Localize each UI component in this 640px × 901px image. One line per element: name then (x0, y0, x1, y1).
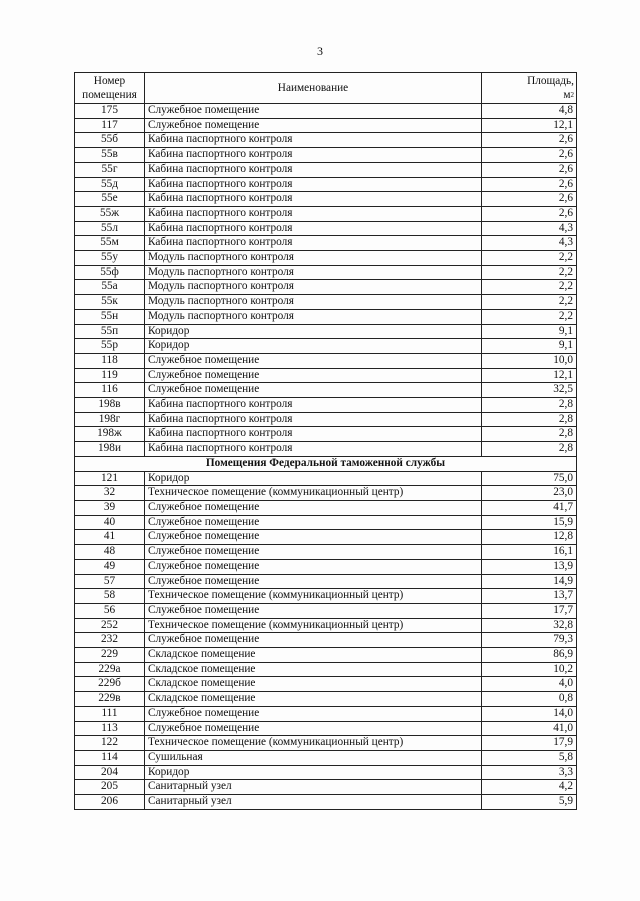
room-area-cell: 2,2 (482, 280, 577, 295)
table-row (75, 206, 577, 221)
room-name-cell: Служебное помещение (145, 515, 482, 530)
room-number-cell: 58 (75, 589, 145, 604)
room-area-cell: 4,2 (482, 780, 577, 795)
room-number-cell: 41 (75, 530, 145, 545)
table-row (75, 648, 577, 663)
room-name-cell: Кабина паспортного контроля (145, 192, 482, 207)
room-area-cell: 2,2 (482, 251, 577, 266)
room-area-cell: 9,1 (482, 339, 577, 354)
room-area-cell: 2,6 (482, 162, 577, 177)
table-row (75, 309, 577, 324)
room-number-cell: 229б (75, 677, 145, 692)
table-row (75, 559, 577, 574)
room-area-cell: 12,1 (482, 368, 577, 383)
table-row (75, 442, 577, 457)
table-row (75, 500, 577, 515)
room-name-cell: Служебное помещение (145, 545, 482, 560)
room-area-cell: 2,8 (482, 398, 577, 413)
room-name-cell: Служебное помещение (145, 603, 482, 618)
room-area-cell: 2,6 (482, 133, 577, 148)
room-number-cell: 48 (75, 545, 145, 560)
room-area-cell: 2,2 (482, 309, 577, 324)
room-name-cell: Кабина паспортного контроля (145, 148, 482, 163)
section-title: Помещения Федеральной таможенной службы (75, 456, 577, 471)
room-area-cell: 10,0 (482, 353, 577, 368)
room-name-cell: Служебное помещение (145, 633, 482, 648)
room-number-cell: 206 (75, 795, 145, 810)
room-area-cell: 12,1 (482, 118, 577, 133)
header-area (482, 73, 577, 104)
room-number-cell: 111 (75, 706, 145, 721)
room-number-cell: 229в (75, 692, 145, 707)
table-row (75, 736, 577, 751)
room-name-cell: Сушильная (145, 750, 482, 765)
table-row (75, 265, 577, 280)
room-area-cell: 2,6 (482, 206, 577, 221)
room-number-cell: 118 (75, 353, 145, 368)
table-row (75, 750, 577, 765)
table-row (75, 765, 577, 780)
room-name-cell: Служебное помещение (145, 500, 482, 515)
table-row (75, 383, 577, 398)
room-name-cell: Служебное помещение (145, 530, 482, 545)
room-area-cell: 2,8 (482, 442, 577, 457)
header-room-number-line1: Номер (93, 75, 126, 87)
header-room-number (75, 73, 145, 104)
table-row (75, 133, 577, 148)
header-area-line1: Площадь, (527, 75, 574, 87)
room-number-cell: 55ж (75, 206, 145, 221)
table-row (75, 633, 577, 648)
room-area-cell: 4,0 (482, 677, 577, 692)
room-number-cell: 56 (75, 603, 145, 618)
section-header-row (75, 456, 577, 471)
room-name-cell: Техническое помещение (коммуникационный центр) (145, 589, 482, 604)
room-number-cell: 204 (75, 765, 145, 780)
room-number-cell: 55м (75, 236, 145, 251)
header-name: Наименование (145, 73, 482, 104)
table-header-row (75, 73, 577, 104)
table-row (75, 515, 577, 530)
room-number-cell: 57 (75, 574, 145, 589)
table-row (75, 148, 577, 163)
room-area-cell: 2,2 (482, 265, 577, 280)
room-number-cell: 55л (75, 221, 145, 236)
room-name-cell: Кабина паспортного контроля (145, 177, 482, 192)
table-body (75, 104, 577, 810)
room-name-cell: Модуль паспортного контроля (145, 280, 482, 295)
table-row (75, 221, 577, 236)
room-area-cell: 9,1 (482, 324, 577, 339)
room-area-cell: 32,8 (482, 618, 577, 633)
room-area-cell: 2,8 (482, 427, 577, 442)
room-number-cell: 49 (75, 559, 145, 574)
table-row (75, 427, 577, 442)
room-name-cell: Коридор (145, 324, 482, 339)
room-name-cell: Санитарный узел (145, 795, 482, 810)
room-number-cell: 113 (75, 721, 145, 736)
room-number-cell: 55н (75, 309, 145, 324)
room-name-cell: Кабина паспортного контроля (145, 236, 482, 251)
room-number-cell: 55в (75, 148, 145, 163)
room-name-cell: Модуль паспортного контроля (145, 265, 482, 280)
room-area-cell: 17,9 (482, 736, 577, 751)
room-name-cell: Санитарный узел (145, 780, 482, 795)
table-row (75, 339, 577, 354)
room-area-cell: 14,9 (482, 574, 577, 589)
room-number-cell: 198и (75, 442, 145, 457)
room-name-cell: Техническое помещение (коммуникационный центр) (145, 736, 482, 751)
room-area-cell: 4,8 (482, 104, 577, 119)
room-number-cell: 32 (75, 486, 145, 501)
room-name-cell: Служебное помещение (145, 118, 482, 133)
room-area-cell: 2,6 (482, 192, 577, 207)
table-row (75, 353, 577, 368)
table-row (75, 530, 577, 545)
table-row (75, 662, 577, 677)
room-name-cell: Кабина паспортного контроля (145, 133, 482, 148)
table-row (75, 162, 577, 177)
table-row (75, 486, 577, 501)
table-row (75, 706, 577, 721)
table-row (75, 280, 577, 295)
room-name-cell: Модуль паспортного контроля (145, 251, 482, 266)
room-name-cell: Кабина паспортного контроля (145, 412, 482, 427)
room-area-cell: 41,0 (482, 721, 577, 736)
room-number-cell: 55ф (75, 265, 145, 280)
room-number-cell: 122 (75, 736, 145, 751)
table-row (75, 545, 577, 560)
room-area-cell: 4,3 (482, 236, 577, 251)
table-row (75, 177, 577, 192)
room-area-cell: 17,7 (482, 603, 577, 618)
page-number: 3 (317, 44, 323, 58)
room-name-cell: Складское помещение (145, 662, 482, 677)
room-number-cell: 198в (75, 398, 145, 413)
table-row (75, 368, 577, 383)
header-area-unit: м (563, 89, 571, 101)
room-area-cell: 75,0 (482, 471, 577, 486)
room-area-cell: 2,2 (482, 295, 577, 310)
room-name-cell: Кабина паспортного контроля (145, 427, 482, 442)
room-area-cell: 5,8 (482, 750, 577, 765)
room-number-cell: 121 (75, 471, 145, 486)
room-name-cell: Служебное помещение (145, 353, 482, 368)
room-area-cell: 13,9 (482, 559, 577, 574)
room-area-cell: 2,6 (482, 148, 577, 163)
room-area-cell: 3,3 (482, 765, 577, 780)
table-row (75, 618, 577, 633)
room-name-cell: Служебное помещение (145, 721, 482, 736)
room-name-cell: Техническое помещение (коммуникационный центр) (145, 618, 482, 633)
rooms-table (74, 72, 577, 810)
room-name-cell: Модуль паспортного контроля (145, 295, 482, 310)
table-row (75, 471, 577, 486)
room-area-cell: 15,9 (482, 515, 577, 530)
table-row (75, 324, 577, 339)
room-name-cell: Модуль паспортного контроля (145, 309, 482, 324)
table-row (75, 236, 577, 251)
room-name-cell: Коридор (145, 471, 482, 486)
room-number-cell: 55а (75, 280, 145, 295)
room-number-cell: 252 (75, 618, 145, 633)
table-row (75, 574, 577, 589)
room-name-cell: Служебное помещение (145, 574, 482, 589)
room-name-cell: Служебное помещение (145, 368, 482, 383)
room-area-cell: 5,9 (482, 795, 577, 810)
room-area-cell: 4,3 (482, 221, 577, 236)
table-row (75, 589, 577, 604)
room-name-cell: Складское помещение (145, 692, 482, 707)
room-number-cell: 55д (75, 177, 145, 192)
room-area-cell: 2,6 (482, 177, 577, 192)
room-area-cell: 41,7 (482, 500, 577, 515)
room-number-cell: 114 (75, 750, 145, 765)
room-number-cell: 117 (75, 118, 145, 133)
table-row (75, 677, 577, 692)
room-name-cell: Коридор (145, 339, 482, 354)
table-row (75, 398, 577, 413)
room-name-cell: Кабина паспортного контроля (145, 206, 482, 221)
table-row (75, 795, 577, 810)
room-area-cell: 79,3 (482, 633, 577, 648)
header-area-unit-sup: 2 (570, 91, 574, 99)
room-number-cell: 55у (75, 251, 145, 266)
room-number-cell: 55г (75, 162, 145, 177)
room-area-cell: 12,8 (482, 530, 577, 545)
room-name-cell: Кабина паспортного контроля (145, 162, 482, 177)
room-number-cell: 55б (75, 133, 145, 148)
room-number-cell: 55р (75, 339, 145, 354)
room-name-cell: Служебное помещение (145, 383, 482, 398)
room-name-cell: Кабина паспортного контроля (145, 398, 482, 413)
table-row (75, 692, 577, 707)
room-name-cell: Служебное помещение (145, 559, 482, 574)
room-area-cell: 2,8 (482, 412, 577, 427)
table-row (75, 295, 577, 310)
room-area-cell: 32,5 (482, 383, 577, 398)
room-number-cell: 40 (75, 515, 145, 530)
table-row (75, 118, 577, 133)
room-area-cell: 86,9 (482, 648, 577, 663)
room-number-cell: 229 (75, 648, 145, 663)
table-row (75, 412, 577, 427)
room-name-cell: Техническое помещение (коммуникационный центр) (145, 486, 482, 501)
room-name-cell: Коридор (145, 765, 482, 780)
room-number-cell: 55е (75, 192, 145, 207)
room-number-cell: 229а (75, 662, 145, 677)
room-number-cell: 39 (75, 500, 145, 515)
room-area-cell: 13,7 (482, 589, 577, 604)
room-area-cell: 14,0 (482, 706, 577, 721)
room-name-cell: Складское помещение (145, 648, 482, 663)
table-row (75, 780, 577, 795)
table-row (75, 251, 577, 266)
room-name-cell: Кабина паспортного контроля (145, 442, 482, 457)
table-row (75, 104, 577, 119)
room-number-cell: 55п (75, 324, 145, 339)
room-number-cell: 119 (75, 368, 145, 383)
room-number-cell: 232 (75, 633, 145, 648)
room-area-cell: 10,2 (482, 662, 577, 677)
room-number-cell: 55к (75, 295, 145, 310)
room-number-cell: 205 (75, 780, 145, 795)
room-name-cell: Кабина паспортного контроля (145, 221, 482, 236)
room-area-cell: 16,1 (482, 545, 577, 560)
room-number-cell: 175 (75, 104, 145, 119)
header-room-number-line2: помещения (82, 89, 137, 101)
room-area-cell: 23,0 (482, 486, 577, 501)
room-number-cell: 116 (75, 383, 145, 398)
room-name-cell: Служебное помещение (145, 104, 482, 119)
table-row (75, 721, 577, 736)
room-number-cell: 198ж (75, 427, 145, 442)
table-row (75, 603, 577, 618)
table-row (75, 192, 577, 207)
room-name-cell: Служебное помещение (145, 706, 482, 721)
room-name-cell: Складское помещение (145, 677, 482, 692)
room-number-cell: 198г (75, 412, 145, 427)
room-area-cell: 0,8 (482, 692, 577, 707)
